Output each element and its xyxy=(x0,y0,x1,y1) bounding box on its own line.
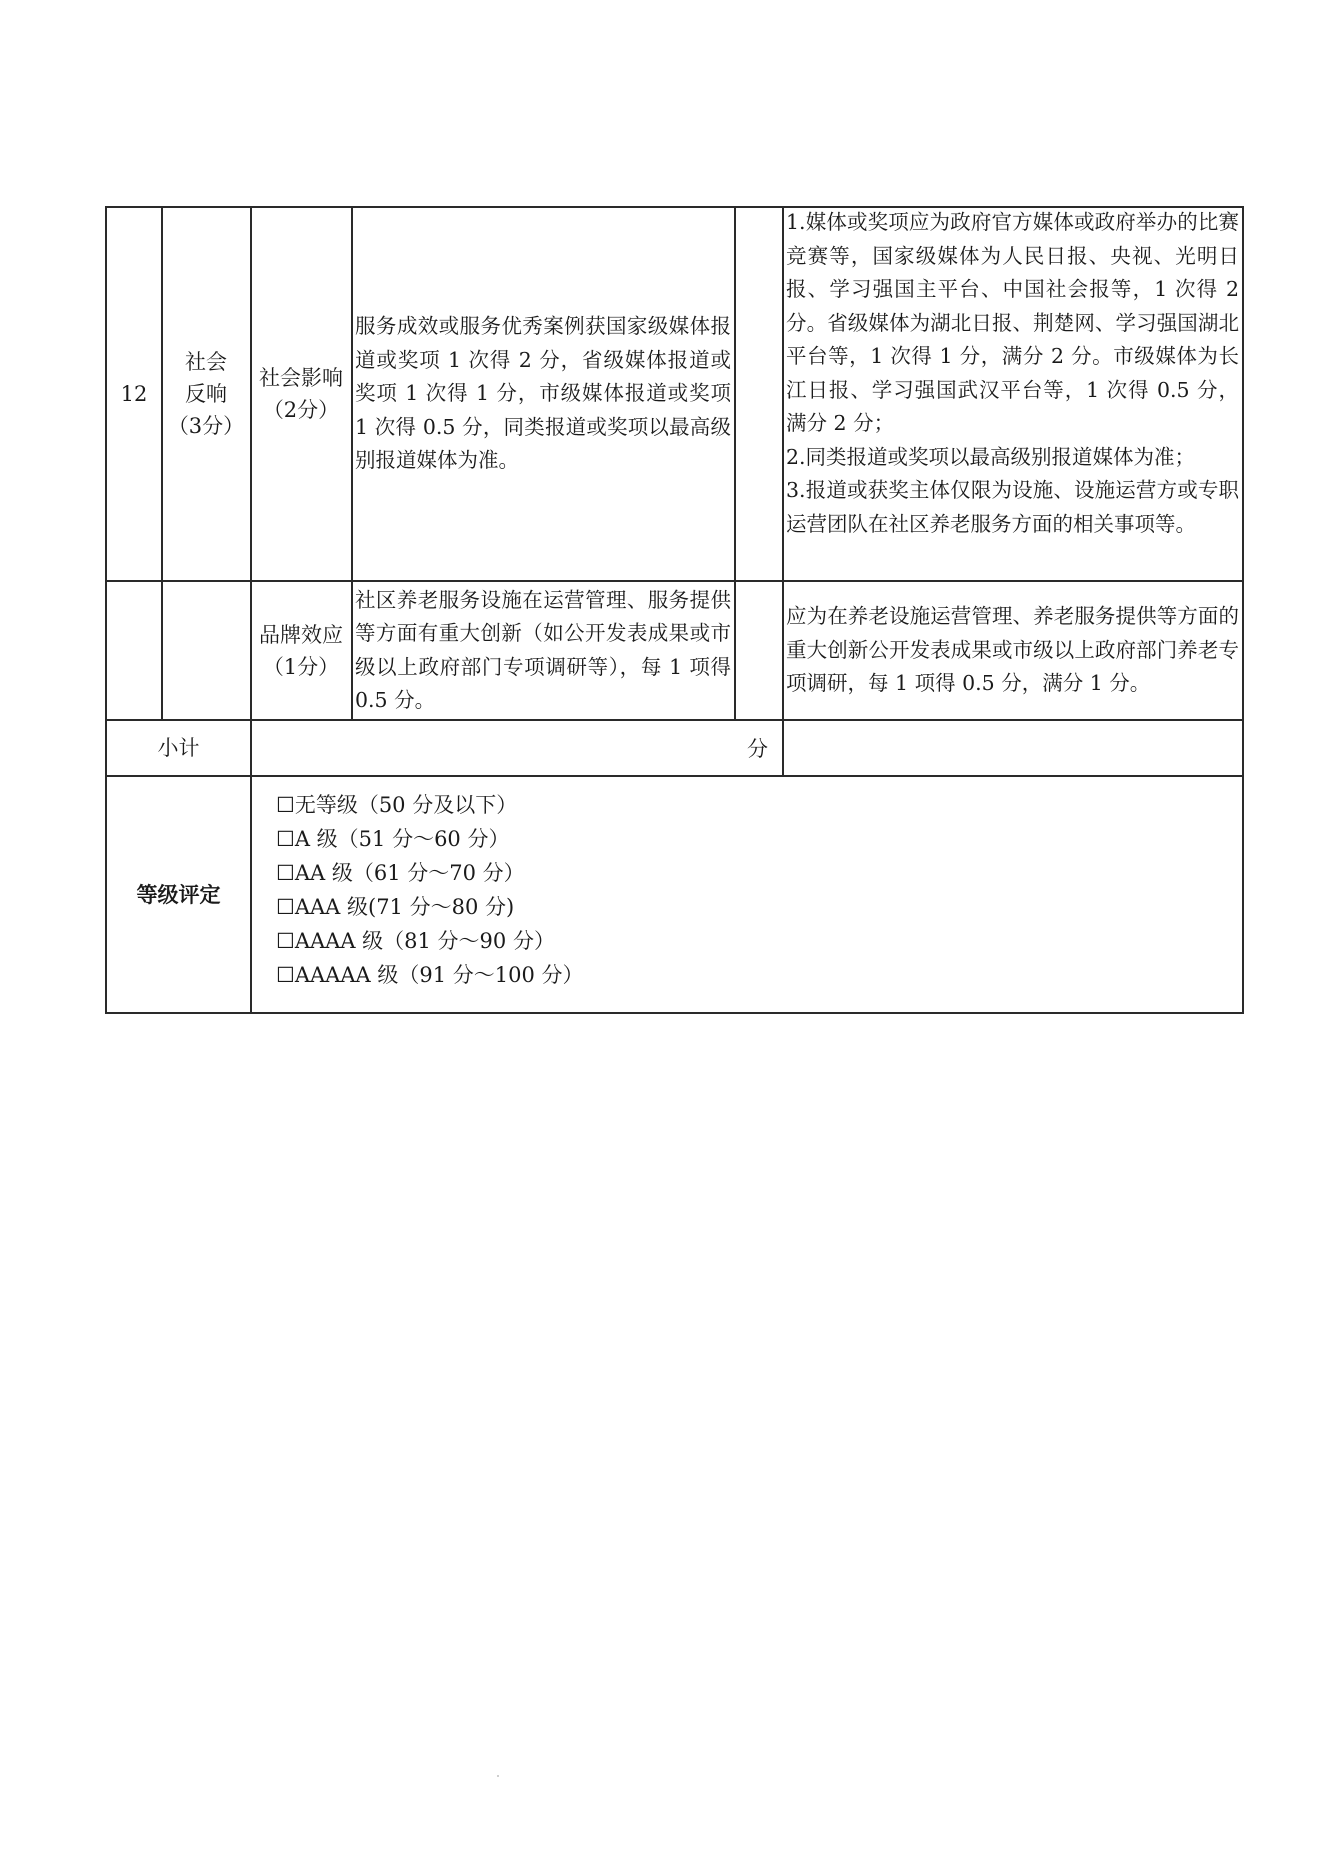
item-brand-effect-note: 应为在养老设施运营管理、养老服务提供等方面的重大创新公开发表成果或市级以上政府部门养老专项调研，每 1 项得 0.5 分，满分 1 分。 xyxy=(786,604,1239,696)
category-points: （3分） xyxy=(167,414,245,438)
grading-options xyxy=(276,788,583,992)
subtotal-notes-cell xyxy=(784,721,1241,775)
scan-speck xyxy=(497,1775,499,1777)
item-brand-effect-name: 品牌效应 xyxy=(259,622,343,647)
subtotal-unit: 分 xyxy=(747,737,768,761)
category-label-line2: 反响 xyxy=(185,382,227,406)
row-number: 12 xyxy=(120,382,148,406)
item-social-influence-points: （2分） xyxy=(262,398,340,422)
category-cell xyxy=(162,208,250,580)
item-brand-effect-criteria: 社区养老服务设施在运营管理、服务提供等方面有重大创新（如公开发表成果或市级以上政府部门专项调研等），每 1 项得 0.5 分。 xyxy=(355,587,731,712)
grading-label: 等级评定 xyxy=(136,881,221,907)
grade-option-none[interactable]: ☐无等级（50 分及以下） xyxy=(276,793,518,817)
table-rule-bottom xyxy=(105,1012,1244,1014)
item-brand-effect-criteria-cell xyxy=(353,582,733,719)
subtotal-label: 小计 xyxy=(157,736,200,760)
category-label-line1: 社会 xyxy=(185,350,227,374)
table-rule-right xyxy=(1242,206,1244,1013)
grade-option-a[interactable]: ☐A 级（51 分～60 分） xyxy=(276,827,510,851)
table-rule-grading-top xyxy=(105,775,1244,777)
item-brand-effect-note-cell xyxy=(784,582,1241,719)
item-social-influence-note-3: 3.报道或获奖主体仅限为设施、设施运营方或专职运营团队在社区养老服务方面的相关事项等。 xyxy=(786,478,1239,536)
row-number-cell xyxy=(107,208,161,580)
grading-label-cell xyxy=(107,777,250,1012)
item-social-influence-note-1: 1.媒体或奖项应为政府官方媒体或政府举办的比赛竞赛等，国家级媒体为人民日报、央视、光明日报、学习强国主平台、中国社会报等，1 次得 2 分。省级媒体为湖北日报、荆楚网、学习强国湖北平台等，1 次得 1 分，满分 2 分。市级媒体为长江日报、学习强国武汉平台等，1 次得 0.5 分，满分 2 分； xyxy=(786,210,1239,435)
item-social-influence-notes-cell xyxy=(784,206,1241,580)
grade-option-aaaa[interactable]: ☐AAAA 级（81 分～90 分） xyxy=(276,929,555,953)
item-brand-effect-name-cell xyxy=(251,582,351,719)
item-brand-effect-score-cell[interactable] xyxy=(736,582,782,719)
item-social-influence-criteria: 服务成效或服务优秀案例获国家级媒体报道或奖项 1 次得 2 分，省级媒体报道或奖项 1 次得 1 分，市级媒体报道或奖项 1 次得 0.5 分，同类报道或奖项以最高级别报道媒体为准。 xyxy=(355,314,731,473)
evaluation-table xyxy=(105,206,1244,1013)
item-social-influence-name-cell xyxy=(251,208,351,580)
subtotal-value-cell[interactable] xyxy=(252,721,782,775)
item-brand-effect-points: （1分） xyxy=(262,654,340,679)
item-social-influence-criteria-cell xyxy=(353,208,733,580)
subtotal-label-cell xyxy=(107,721,250,775)
grade-option-aaaaa[interactable]: ☐AAAAA 级（91 分～100 分） xyxy=(276,963,584,987)
item-social-influence-note-2: 2.同类报道或奖项以最高级别报道媒体为准； xyxy=(786,444,1196,469)
item-social-influence-score-cell[interactable] xyxy=(736,208,782,580)
grade-option-aa[interactable]: ☐AA 级（61 分～70 分） xyxy=(276,861,525,885)
item-social-influence-name: 社会影响 xyxy=(259,366,343,390)
grade-option-aaa[interactable]: ☐AAA 级(71 分～80 分) xyxy=(276,895,515,919)
